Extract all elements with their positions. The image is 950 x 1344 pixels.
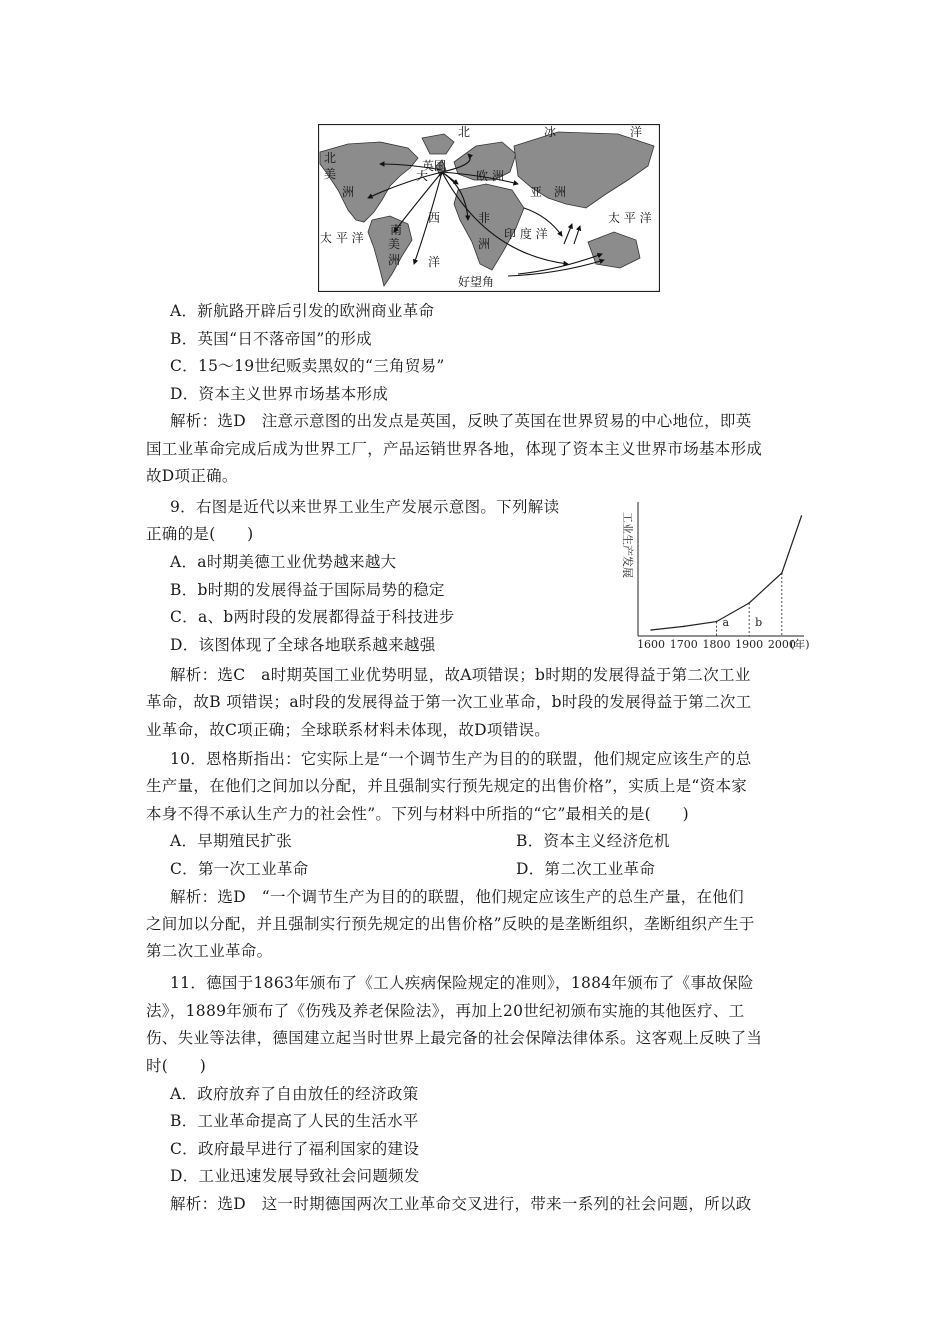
q10-analysis-line3: 第二次工业革命。 bbox=[146, 942, 273, 960]
q10-option-d: D．第二次工业革命 bbox=[516, 860, 656, 878]
chart-x-tick-label: 1700 bbox=[669, 638, 698, 651]
q10-option-b: B．资本主义经济危机 bbox=[516, 832, 670, 850]
q8-analysis-line1: 解析：选D 注意示意图的出发点是英国，反映了英国在世界贸易的中心地位，即英 bbox=[170, 412, 752, 430]
q8-option-b: B．英国“日不落帝国”的形成 bbox=[170, 330, 372, 348]
q9-analysis-line1: 解析：选C a时期英国工业优势明显，故A项错误；b时期的发展得益于第二次工业 bbox=[170, 666, 751, 684]
q8-option-a: A．新航路开辟后引发的欧洲商业革命 bbox=[170, 302, 435, 320]
q10-stem-line1: 10．恩格斯指出：它实际上是“一个调节生产为目的的联盟，他们规定应该生产的总 bbox=[170, 750, 752, 768]
map-label-as1: 亚 bbox=[530, 185, 543, 199]
q11-option-a: A．政府放弃了自由放任的经济政策 bbox=[170, 1085, 419, 1103]
q9-stem-line2: 正确的是( ) bbox=[146, 525, 254, 543]
chart-x-tick-label: 1900 bbox=[735, 638, 764, 651]
map-label-na2: 美 bbox=[324, 167, 337, 181]
q9-option-b: B．b时期的发展得益于国际局势的稳定 bbox=[170, 581, 445, 599]
q11-option-d: D．工业迅速发展导致社会问题频发 bbox=[170, 1167, 420, 1185]
chart-x-tick-label: 1600 bbox=[637, 638, 666, 651]
q9-analysis-line3: 业革命，故C项正确；全球联系材料未体现，故D项错误。 bbox=[146, 721, 551, 739]
map-label-pacific-e: 太 平 洋 bbox=[608, 211, 652, 225]
chart-x-tick-label: 2000 bbox=[767, 638, 796, 651]
map-label-west: 西 bbox=[428, 211, 441, 225]
q11-analysis-line1: 解析：选D 这一时期德国两次工业革命交叉进行，带来一系列的社会问题，所以政 bbox=[170, 1195, 752, 1213]
q9-stem-line1: 9．右图是近代以来世界工业生产发展示意图。下列解读 bbox=[170, 498, 560, 516]
q8-analysis-line2: 国工业革命完成后成为世界工厂，产品运销世界各地，体现了资本主义世界市场基本形成 bbox=[146, 440, 763, 458]
map-label-ice: 冰 bbox=[544, 125, 557, 139]
chart-data-point bbox=[801, 515, 803, 517]
q8-option-d: D．资本主义世界市场基本形成 bbox=[170, 385, 389, 403]
chart-series-line bbox=[651, 516, 801, 630]
map-label-indian: 印 度 洋 bbox=[504, 227, 548, 241]
chart-y-label: 工业生产发展 bbox=[621, 512, 634, 578]
q8-analysis-line3: 故D项正确。 bbox=[146, 467, 238, 485]
map-label-sa3: 洲 bbox=[388, 253, 401, 267]
q9-analysis-line2: 革命，故B 项错误；a时段的发展得益于第一次工业革命，b时段的发展得益于第二次工 bbox=[146, 693, 752, 711]
map-label-da: 大 bbox=[416, 169, 429, 183]
chart-data-point bbox=[683, 626, 685, 628]
trade-route-map bbox=[318, 124, 660, 292]
chart-x-tick-label: 1800 bbox=[702, 638, 731, 651]
map-label-sa1: 南 bbox=[390, 223, 403, 237]
map-label-cape: 好望角 bbox=[458, 275, 495, 289]
q10-analysis-line1: 解析：选D “一个调节生产为目的的联盟，他们规定应该生产的总生产量，在他们 bbox=[170, 888, 744, 906]
map-label-af2: 洲 bbox=[478, 237, 491, 251]
map-label-as2: 洲 bbox=[554, 185, 567, 199]
q11-stem-line1: 11．德国于1863年颁布了《工人疾病保险规定的准则》，1884年颁布了《事故保险 bbox=[170, 974, 754, 992]
map-label-ocean-n: 洋 bbox=[630, 125, 643, 139]
q9-option-a: A．a时期美德工业优势越来越大 bbox=[170, 553, 397, 571]
q10-analysis-line2: 之间加以分配，并且强制实行预先规定的出售价格”反映的是垄断组织，垄断组织产生于 bbox=[146, 915, 755, 933]
q10-stem-line3: 本身不得不承认生产力的社会性”。下列与材料中所指的“它”最相关的是( ) bbox=[146, 805, 689, 823]
chart-period-label-a: a bbox=[722, 616, 730, 629]
q11-option-b: B．工业革命提高了人民的生活水平 bbox=[170, 1112, 419, 1130]
q9-option-d: D．该图体现了全球各地联系越来越强 bbox=[170, 636, 436, 654]
chart-period-label-b: b bbox=[755, 616, 763, 629]
map-label-atlantic: 洋 bbox=[428, 255, 441, 269]
chart-data-point bbox=[650, 629, 652, 631]
q8-option-c: C．15～19世纪贩卖黑奴的“三角贸易” bbox=[170, 357, 445, 375]
q11-stem-line2: 法》，1889年颁布了《伤残及养老保险法》，再加上20世纪初颁布实施的其他医疗、工 bbox=[146, 1002, 745, 1020]
map-label-af1: 非 bbox=[478, 211, 491, 225]
map-label-na1: 北 bbox=[324, 151, 337, 165]
map-label-eu2: 洲 bbox=[492, 169, 505, 183]
q11-option-c: C．政府最早进行了福利国家的建设 bbox=[170, 1140, 420, 1158]
map-label-north: 北 bbox=[458, 125, 471, 139]
industrial-growth-chart bbox=[616, 498, 816, 654]
q10-option-a: A．早期殖民扩张 bbox=[170, 832, 293, 850]
chart-x-label: (年) bbox=[790, 638, 810, 651]
q9-option-c: C．a、b两时段的发展都得益于科技进步 bbox=[170, 608, 455, 626]
map-label-na3: 洲 bbox=[342, 185, 355, 199]
q10-stem-line2: 生产量，在他们之间加以分配，并且强制实行预先规定的出售价格”，实质上是“资本家 bbox=[146, 777, 748, 795]
map-label-pacific-w: 太 平 洋 bbox=[320, 231, 364, 245]
map-label-britain: 英国 bbox=[422, 159, 447, 173]
map-label-sa2: 美 bbox=[388, 237, 401, 251]
q11-stem-line4: 时( ) bbox=[146, 1057, 207, 1075]
q11-stem-line3: 伤、失业等法律，德国建立起当时世界上最完备的社会保障法律体系。这客观上反映了当 bbox=[146, 1029, 763, 1047]
q10-option-c: C．第一次工业革命 bbox=[170, 860, 309, 878]
map-label-eu1: 欧 bbox=[476, 169, 489, 183]
